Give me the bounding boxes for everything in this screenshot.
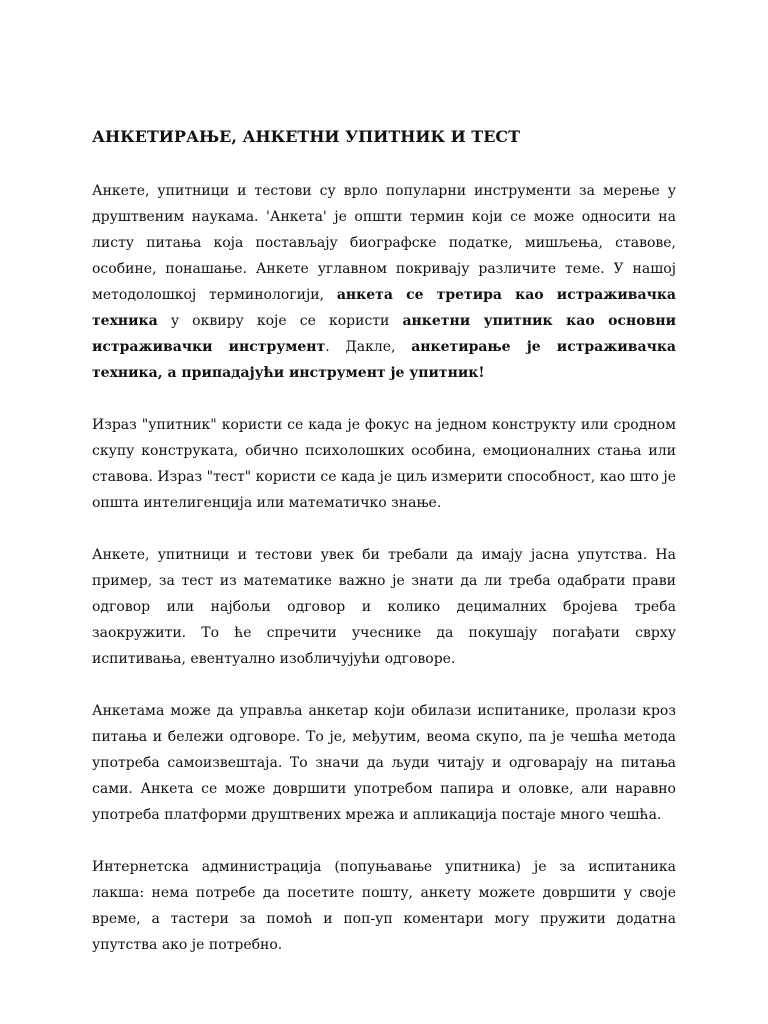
- paragraph-1-text-b: у оквиру које се користи: [157, 313, 403, 329]
- document-body: [92, 124, 676, 984]
- paragraph-2: Израз "упитник" користи се када је фокус на једном конструкту или сродном скупу конструката, обично психолошких особина, емоционалних стања или ставова. Израз "тест" користи се када је циљ измерити способност, као што је општа интелигенција или математичко знање.: [92, 417, 676, 511]
- document-title: АНКЕТИРАЊЕ, АНКЕТНИ УПИТНИК И ТЕСТ: [92, 127, 521, 146]
- paragraph-1-bold-b: анкетни упитник као основни истраживачки инструмент: [92, 313, 676, 355]
- paragraph-1-bold-c: анкетирање је истраживачка техника, а припадајући инструмент је упитник!: [92, 339, 677, 381]
- paragraph-1: [92, 178, 676, 386]
- paragraph-1-text-c: . Дакле,: [325, 339, 412, 355]
- paragraph-1-text-a: Анкете, упитници и тестови су врло популарни инструменти за мерење у друштвеним наукама. 'Анкета' је општи термин који се може односити на листу питања која постављају биографске податке, мишљења, ставове, особине, понашање. Анкете углавном покривају различите теме. У нашој методолошкој терминологији,: [92, 183, 676, 303]
- paragraph-1-bold-a: анкета се третира као истраживачка техника: [92, 287, 676, 329]
- paragraph-3: Анкете, упитници и тестови увек би требали да имају јасна упутства. На пример, за тест из математике важно је знати да ли треба одабрати прави одговор или најбољи одговор и колико децималних бројева треба заокружити. То ће спречити учеснике да покушају погађати сврху испитивања, евентуално изобличујући одговоре.: [92, 547, 676, 667]
- paragraph-5: Интернетска администрација (попуњавање упитника) је за испитаника лакша: нема потребе да посетите пошту, анкету можете довршити у своје време, а тастери за помоћ и поп-уп коментари могу пружити додатна упутства ако је потребно.: [92, 859, 676, 953]
- paragraph-4: Анкетама може да управља анкетар који обилази испитанике, пролази кроз питања и бележи одговоре. То је, међутим, веома скупо, па је чешћа метода употреба самоизвештаја. То значи да људи читају и одговарају на питања сами. Анкета се може довршити употребом папира и оловке, али наравно употреба платформи друштвених мрежа и апликација постаје много чешћа.: [92, 703, 676, 823]
